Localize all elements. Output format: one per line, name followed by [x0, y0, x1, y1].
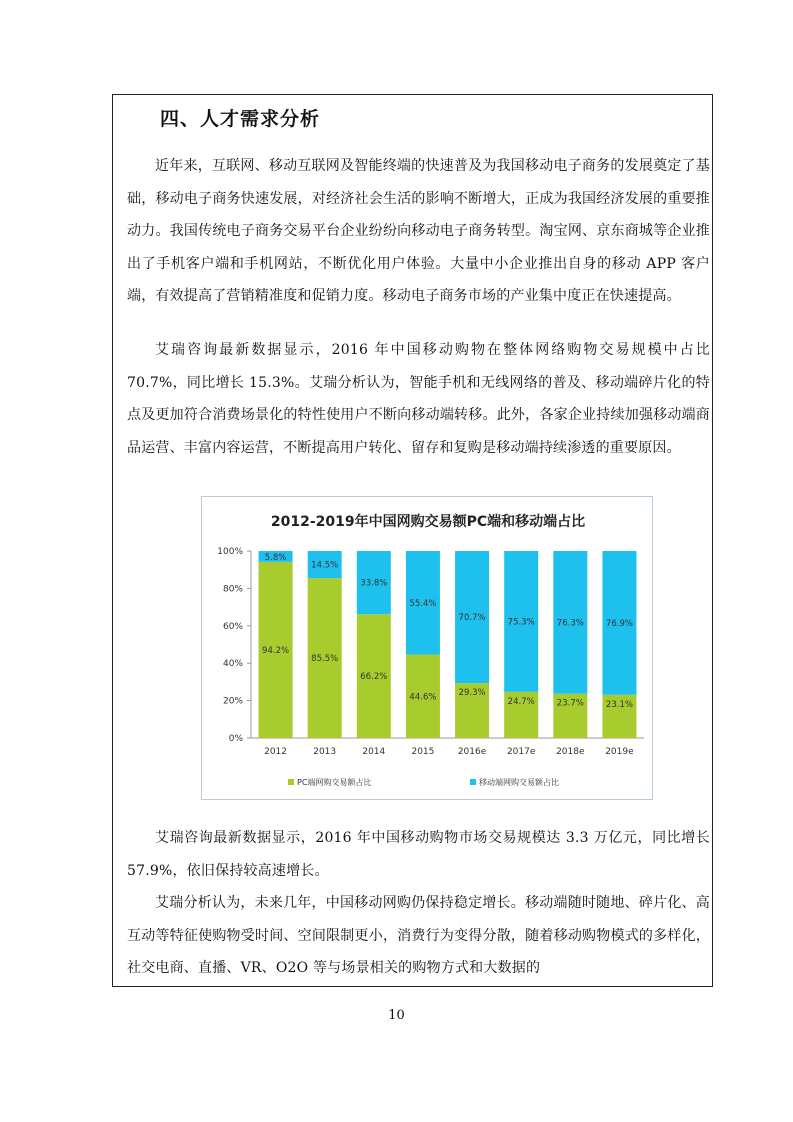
data-label: 66.2% — [360, 672, 388, 683]
data-label: 23.1% — [605, 699, 633, 710]
x-tick-label: 2014 — [362, 747, 386, 757]
x-tick-label: 2013 — [313, 747, 337, 757]
chart — [201, 496, 653, 800]
paragraph-2: 艾瑞咨询最新数据显示，2016 年中国移动购物在整体网络购物交易规模中占比 70.7%，同比增长 15.3%。艾瑞分析认为，智能手机和无线网络的普及、移动端碎片化的特点及更加符合消费场景化的特性使用户不断向移动端转移。此外，各家企业持续加强移动端商品运营、丰富内容运营，不断提高用户转化、留存和复购是移动端持续渗透的重要原因。 — [127, 342, 710, 456]
data-label: 33.8% — [360, 578, 388, 589]
page-number: 10 — [388, 1008, 405, 1023]
section-heading: 四、人才需求分析 — [160, 108, 321, 130]
y-tick-label: 0% — [228, 734, 243, 744]
data-label: 5.8% — [264, 553, 287, 563]
y-tick-label: 60% — [222, 621, 243, 632]
legend-label: PC端网购交易额占比 — [297, 778, 372, 787]
data-label: 55.4% — [409, 598, 437, 609]
data-label: 44.6% — [409, 692, 437, 703]
legend-swatch — [470, 779, 476, 785]
y-tick-label: 80% — [222, 584, 243, 595]
data-label: 29.3% — [458, 688, 486, 699]
legend-label: 移动端网购交易额占比 — [479, 778, 559, 787]
data-label: 23.7% — [556, 698, 584, 709]
data-label: 94.2% — [262, 645, 290, 656]
x-tick-label: 2015 — [411, 747, 435, 757]
data-label: 70.7% — [458, 613, 486, 624]
paragraph-1: 近年来，互联网、移动互联网及智能终端的快速普及为我国移动电子商务的发展奠定了基础，移动电子商务快速发展，对经济社会生活的影响不断增大，正成为我国经济发展的重要推动力。我国传统电子商务交易平台企业纷纷向移动电子商务转型。淘宝网、京东商城等企业推出了手机客户端和手机网站，不断优化用户体验。大量中小企业推出自身的移动 APP 客户端，有效提高了营销精准度和促销力度。移动电子商务市场的产业集中度正在快速提高。 — [127, 158, 710, 304]
data-label: 75.3% — [507, 617, 535, 628]
legend-swatch — [288, 779, 294, 785]
data-label: 76.9% — [605, 618, 633, 629]
x-tick-label: 2017e — [506, 747, 536, 757]
data-label: 85.5% — [311, 654, 339, 665]
chart-title: 2012-2019年中国网购交易额PC端和移动端占比 — [270, 514, 586, 530]
chart-svg — [202, 497, 654, 801]
paragraph-4: 艾瑞分析认为，未来几年，中国移动网购仍保持稳定增长。移动端随时随地、碎片化、高互动等特征使购物受时间、空间限制更小，消费行为变得分散，随着移动购物模式的多样化，社交电商、直播、VR、O2O 等与场景相关的购物方式和大数据的 — [127, 895, 710, 976]
x-tick-label: 2016e — [457, 747, 487, 757]
x-tick-label: 2012 — [264, 747, 288, 757]
data-label: 24.7% — [507, 696, 535, 707]
data-label: 76.3% — [556, 618, 584, 629]
x-tick-label: 2019e — [605, 747, 634, 757]
x-tick-label: 2018e — [556, 747, 585, 757]
y-tick-label: 40% — [222, 659, 243, 670]
y-tick-label: 100% — [217, 547, 243, 557]
data-label: 14.5% — [311, 560, 339, 571]
y-tick-label: 20% — [222, 696, 243, 707]
paragraph-3: 艾瑞咨询最新数据显示，2016 年中国移动购物市场交易规模达 3.3 万亿元，同比增长 57.9%，依旧保持较高速增长。 — [127, 830, 710, 879]
